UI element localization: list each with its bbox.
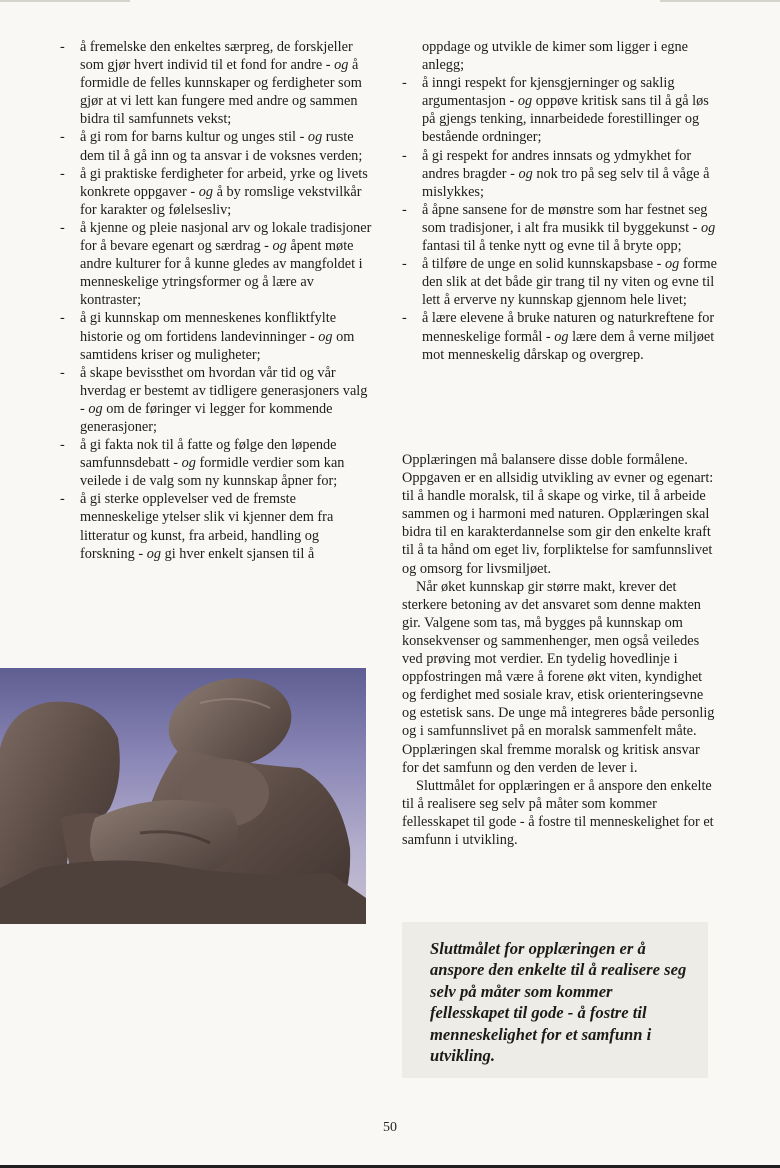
list-item: - å lære elevene å bruke naturen og naturkreftene for menneskelige formål - og lære dem å verne miljøet mot menneskelig dårskap og overgrep. xyxy=(402,310,715,363)
right-column-list xyxy=(402,38,720,364)
right-goal-list xyxy=(402,38,720,364)
list-item: - å tilføre de unge en solid kunnskapsbase - og forme den slik at det både gir trang til ny viten og evne til lett å erverve ny kunnskap gjennom hele livet; xyxy=(402,256,717,309)
top-edge-line-right xyxy=(660,0,780,2)
stone-sculpture-photo xyxy=(0,668,366,924)
top-edge-line-left xyxy=(0,0,130,2)
body-paragraph: Opplæringen må balansere disse doble formålene. Oppgaven er en allsidig utvikling av evner og egenart: til å handle moralsk, til å skape og virke, til å arbeide sammen og i harmoni med naturen. Opplæringen skal bidra til en karakterdannelse som gir den enkelte kraft til å ta hånd om eget liv, forpliktelse for samfunnslivet og omsorg for livsmiljøet. xyxy=(402,452,714,577)
list-item: - å kjenne og pleie nasjonal arv og lokale tradisjoner for å bevare egenart og særdrag - og åpent møte andre kulturer for å kunne gledes av mangfoldet i menneskelige ytringsformer og å lære av kontraster; xyxy=(60,219,372,309)
page-number: 50 xyxy=(383,1120,397,1135)
list-item: - å inngi respekt for kjensgjerninger og saklig argumentasjon - og oppøve kritisk sans til å gå løs på gjengs tenking, innarbeidede forestillinger og bestående ordninger; xyxy=(402,75,709,146)
list-item: - å gi respekt for andres innsats og ydmykhet for andres bragder - og nok tro på seg selv til å våge å mislykkes; xyxy=(402,147,710,200)
pull-quote-text: Sluttmålet for opplæringen er å anspore den enkelte til å realisere seg selv på måter som kommer fellesskapet til gode - å fostre til menneskelighet for et samfunn i utvikling. xyxy=(430,939,687,1066)
list-item: - å gi kunnskap om menneskenes konfliktfylte historie og om fortidens landevinninger - og om samtidens kriser og muligheter; xyxy=(60,310,355,363)
body-paragraph: Når øket kunnskap gir større makt, krever det sterkere betoning av det ansvaret som denne makten gir. Valgene som tas, må bygges på kunnskap om konsekvenser og sammenhenger, men også veiledes ved prøving mot verdier. En tydelig hovedlinje i oppfostringen må være å forene økt viten, kyndighet og ferdighet med sosiale krav, etisk orienteringsevne og estetisk sans. De unge må integreres både personlig og i samfunnslivet på en moralsk sammenfelt måte. Opplæringen skal fremme moralsk og kritisk ansvar for det samfunn og den verden de lever i. xyxy=(402,578,715,776)
right-column-body xyxy=(402,451,720,849)
list-item: - å åpne sansene for de mønstre som har festnet seg som tradisjoner, i alt fra musikk til byggekunst - og fantasi til å tenke nytt og evne til å bryte opp; xyxy=(402,201,716,255)
left-column xyxy=(60,38,372,563)
list-item: - å gi sterke opplevelser ved de fremste menneskelige ytelser slik vi kjenner dem fra litteratur og kunst, fra arbeid, handling og forskning - og gi hver enkelt sjansen til å xyxy=(60,491,334,562)
list-item: - å gi praktiske ferdigheter for arbeid, yrke og livets konkrete oppgaver - og å by romslige vekstvilkår for karakter og følelsesliv; xyxy=(60,165,368,218)
list-item: - å skape bevissthet om hvordan vår tid og vår hverdag er bestemt av tidligere generasjoners valg - og om de føringer vi legger for kommende generasjoner; xyxy=(60,364,368,435)
left-goal-list xyxy=(60,38,372,563)
list-item-continuation: oppdage og utvikle de kimer som ligger i egne anlegg; xyxy=(422,39,689,74)
list-item: - å fremelske den enkeltes særpreg, de forskjeller som gjør hvert individ til et fond for andre - og å formidle de felles kunnskaper og ferdigheter som gjør at vi lett kan fungere med andre og sammen bidra til samfunnets vekst; xyxy=(60,39,362,128)
list-item: - å gi rom for barns kultur og unges stil - og ruste dem til å gå inn og ta ansvar i de voksnes verden; xyxy=(60,129,363,164)
list-item: - å gi fakta nok til å fatte og følge den løpende samfunnsdebatt - og formidle verdier som kan veilede i de valg som ny kunnskap åpner for; xyxy=(60,437,345,490)
body-paragraph: Sluttmålet for opplæringen er å anspore den enkelte til å realisere seg selv på måter som kommer fellesskapet til gode - å fostre til menneskelighet for et samfunn i utvikling. xyxy=(402,777,714,848)
pull-quote-box xyxy=(402,922,708,1078)
sculpture-illustration xyxy=(0,668,366,924)
